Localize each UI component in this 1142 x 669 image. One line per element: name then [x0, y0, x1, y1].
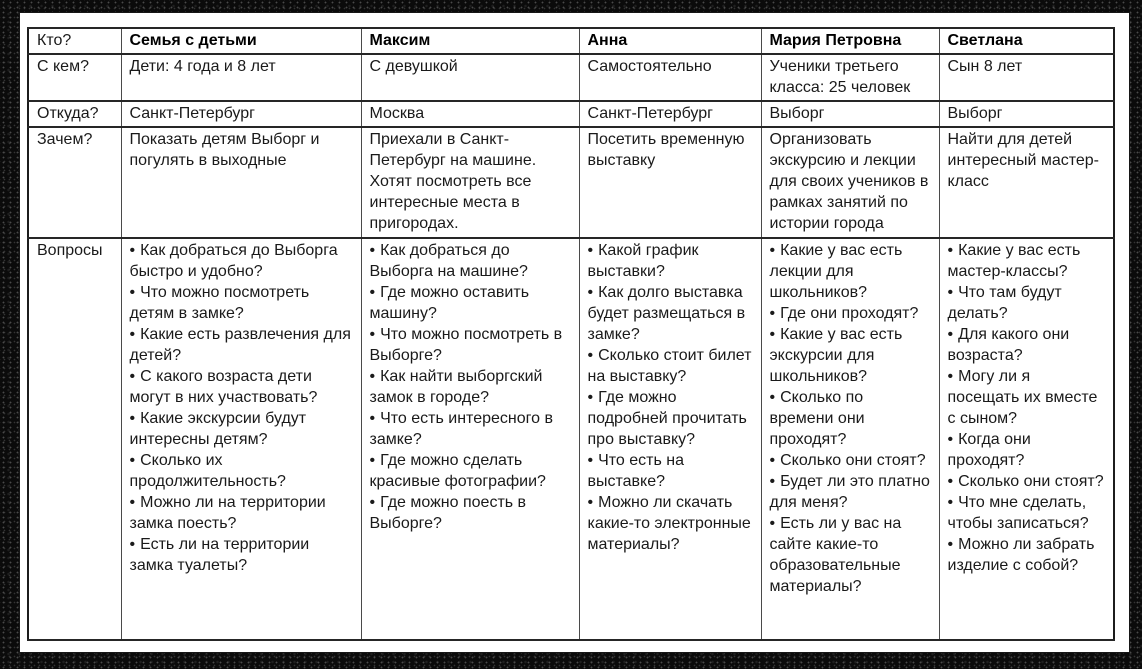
bullet-glyph: •	[769, 452, 776, 469]
question-item	[370, 324, 571, 366]
question-text: Какие экскурсии будут интересны детям?	[129, 410, 307, 448]
question-item	[130, 366, 353, 408]
question-text: Какие у вас есть экскурсии для школьников?	[769, 326, 903, 385]
bullet-glyph: •	[587, 242, 594, 259]
question-text: Как найти выборгский замок в городе?	[369, 368, 543, 406]
questions-cell	[579, 238, 761, 640]
bullet-glyph: •	[587, 389, 594, 406]
person-header-cell: Мария Петровна	[761, 28, 939, 54]
corner-header-cell: Кто?	[28, 28, 121, 54]
question-item	[588, 345, 753, 387]
table-row	[28, 101, 1114, 127]
table-cell: Сын 8 лет	[939, 54, 1114, 101]
question-item	[948, 471, 1106, 492]
question-text: Сколько их продолжительность?	[129, 452, 286, 490]
bullet-glyph: •	[369, 242, 376, 259]
bullet-glyph: •	[369, 410, 376, 427]
question-text: Сколько они стоят?	[780, 452, 926, 469]
bullet-glyph: •	[129, 452, 136, 469]
question-text: Где можно подробней прочитать про выставку?	[587, 389, 747, 448]
bullet-glyph: •	[587, 494, 594, 511]
bullet-glyph: •	[129, 242, 136, 259]
question-item	[370, 492, 571, 534]
row-label-cell: С кем?	[28, 54, 121, 101]
bullet-glyph: •	[769, 473, 776, 490]
question-item	[948, 282, 1106, 324]
question-item	[130, 324, 353, 366]
bullet-glyph: •	[947, 431, 954, 448]
table-cell: Санкт-Петербург	[121, 101, 361, 127]
question-text: Как добраться до Выборга на машине?	[369, 242, 528, 280]
person-header-cell: Максим	[361, 28, 579, 54]
question-text: Какой график выставки?	[587, 242, 699, 280]
question-item	[948, 240, 1106, 282]
question-item	[770, 240, 931, 303]
question-item	[588, 387, 753, 450]
question-text: Будет ли это платно для меня?	[769, 473, 930, 511]
question-item	[948, 324, 1106, 366]
bullet-glyph: •	[947, 473, 954, 490]
question-item	[370, 240, 571, 282]
table-row	[28, 238, 1114, 640]
bullet-glyph: •	[947, 368, 954, 385]
bullet-glyph: •	[129, 326, 136, 343]
question-text: Какие у вас есть мастер-классы?	[947, 242, 1081, 280]
question-item	[370, 450, 571, 492]
bullet-glyph: •	[129, 410, 136, 427]
bullet-glyph: •	[129, 284, 136, 301]
person-header-cell: Семья с детьми	[121, 28, 361, 54]
row-label-cell: Откуда?	[28, 101, 121, 127]
bullet-glyph: •	[587, 284, 594, 301]
table-cell: Выборг	[939, 101, 1114, 127]
question-text: Можно ли скачать какие-то электронные материалы?	[587, 494, 751, 553]
table-cell: Организовать экскурсию и лекции для своих учеников в рамках занятий по истории города	[761, 127, 939, 238]
question-item	[588, 492, 753, 555]
question-text: Сколько по времени они проходят?	[769, 389, 865, 448]
question-item	[948, 366, 1106, 429]
table-cell: Москва	[361, 101, 579, 127]
bullet-glyph: •	[769, 389, 776, 406]
table-cell: Выборг	[761, 101, 939, 127]
question-item	[770, 387, 931, 450]
table-cell: Приехали в Санкт-Петербург на машине. Хотят посмотреть все интересные места в пригородах.	[361, 127, 579, 238]
question-item	[948, 492, 1106, 534]
bullet-glyph: •	[369, 494, 376, 511]
table-cell: Самостоятельно	[579, 54, 761, 101]
question-item	[370, 366, 571, 408]
table-row	[28, 127, 1114, 238]
table-cell: С девушкой	[361, 54, 579, 101]
bullet-glyph: •	[129, 368, 136, 385]
bullet-glyph: •	[129, 536, 136, 553]
question-text: Для какого они возраста?	[947, 326, 1070, 364]
question-text: Есть ли у вас на сайте какие-то образовательные материалы?	[769, 515, 902, 595]
bullet-glyph: •	[587, 452, 594, 469]
question-text: Где можно сделать красивые фотографии?	[369, 452, 546, 490]
question-text: Сколько стоит билет на выставку?	[587, 347, 752, 385]
question-item	[948, 429, 1106, 471]
question-item	[130, 534, 353, 576]
row-label-cell: Зачем?	[28, 127, 121, 238]
table-cell: Санкт-Петербург	[579, 101, 761, 127]
bullet-glyph: •	[769, 305, 776, 322]
question-text: Что там будут делать?	[947, 284, 1062, 322]
question-text: Как долго выставка будет размещаться в замке?	[587, 284, 746, 343]
header-row	[28, 28, 1114, 54]
row-label-cell: Вопросы	[28, 238, 121, 640]
question-text: Можно ли забрать изделие с собой?	[947, 536, 1095, 574]
question-item	[130, 282, 353, 324]
question-text: Могу ли я посещать их вместе с сыном?	[947, 368, 1098, 427]
question-item	[588, 240, 753, 282]
question-item	[370, 408, 571, 450]
document-page	[20, 13, 1129, 652]
questions-cell	[761, 238, 939, 640]
bullet-glyph: •	[947, 242, 954, 259]
question-item	[770, 303, 931, 324]
table-cell: Ученики третьего класса: 25 человек	[761, 54, 939, 101]
table-cell: Посетить временную выставку	[579, 127, 761, 238]
bullet-glyph: •	[129, 494, 136, 511]
question-text: Какие есть развлечения для детей?	[129, 326, 351, 364]
question-text: С какого возраста дети могут в них участвовать?	[129, 368, 318, 406]
question-item	[770, 513, 931, 597]
question-text: Где они проходят?	[780, 305, 919, 322]
question-text: Есть ли на территории замка туалеты?	[129, 536, 310, 574]
bullet-glyph: •	[587, 347, 594, 364]
question-item	[130, 492, 353, 534]
bullet-glyph: •	[769, 242, 776, 259]
question-item	[770, 471, 931, 513]
person-header-cell: Анна	[579, 28, 761, 54]
question-item	[770, 450, 931, 471]
question-item	[370, 282, 571, 324]
bullet-glyph: •	[369, 326, 376, 343]
table-cell: Дети: 4 года и 8 лет	[121, 54, 361, 101]
questions-cell	[121, 238, 361, 640]
bullet-glyph: •	[947, 284, 954, 301]
questions-cell	[361, 238, 579, 640]
question-text: Что можно посмотреть в Выборге?	[369, 326, 563, 364]
question-item	[588, 282, 753, 345]
bullet-glyph: •	[947, 326, 954, 343]
bullet-glyph: •	[369, 284, 376, 301]
table-cell: Показать детям Выборг и погулять в выходные	[121, 127, 361, 238]
question-text: Когда они проходят?	[947, 431, 1031, 469]
question-text: Можно ли на территории замка поесть?	[129, 494, 326, 532]
question-text: Где можно оставить машину?	[369, 284, 530, 322]
question-text: Как добраться до Выборга быстро и удобно?	[129, 242, 338, 280]
question-item	[770, 324, 931, 387]
question-item	[588, 450, 753, 492]
question-text: Сколько они стоят?	[958, 473, 1104, 490]
question-text: Что есть интересного в замке?	[369, 410, 553, 448]
table-cell: Найти для детей интересный мастер-класс	[939, 127, 1114, 238]
question-text: Что мне сделать, чтобы записаться?	[947, 494, 1089, 532]
person-header-cell: Светлана	[939, 28, 1114, 54]
table-row	[28, 54, 1114, 101]
bullet-glyph: •	[769, 515, 776, 532]
question-text: Что можно посмотреть детям в замке?	[129, 284, 310, 322]
bullet-glyph: •	[369, 452, 376, 469]
question-text: Какие у вас есть лекции для школьников?	[769, 242, 903, 301]
question-item	[130, 240, 353, 282]
question-text: Что есть на выставке?	[587, 452, 685, 490]
bullet-glyph: •	[769, 326, 776, 343]
bullet-glyph: •	[369, 368, 376, 385]
question-item	[130, 408, 353, 450]
question-item	[948, 534, 1106, 576]
questions-cell	[939, 238, 1114, 640]
bullet-glyph: •	[947, 494, 954, 511]
persona-table	[27, 27, 1115, 641]
bullet-glyph: •	[947, 536, 954, 553]
question-text: Где можно поесть в Выборге?	[369, 494, 527, 532]
question-item	[130, 450, 353, 492]
